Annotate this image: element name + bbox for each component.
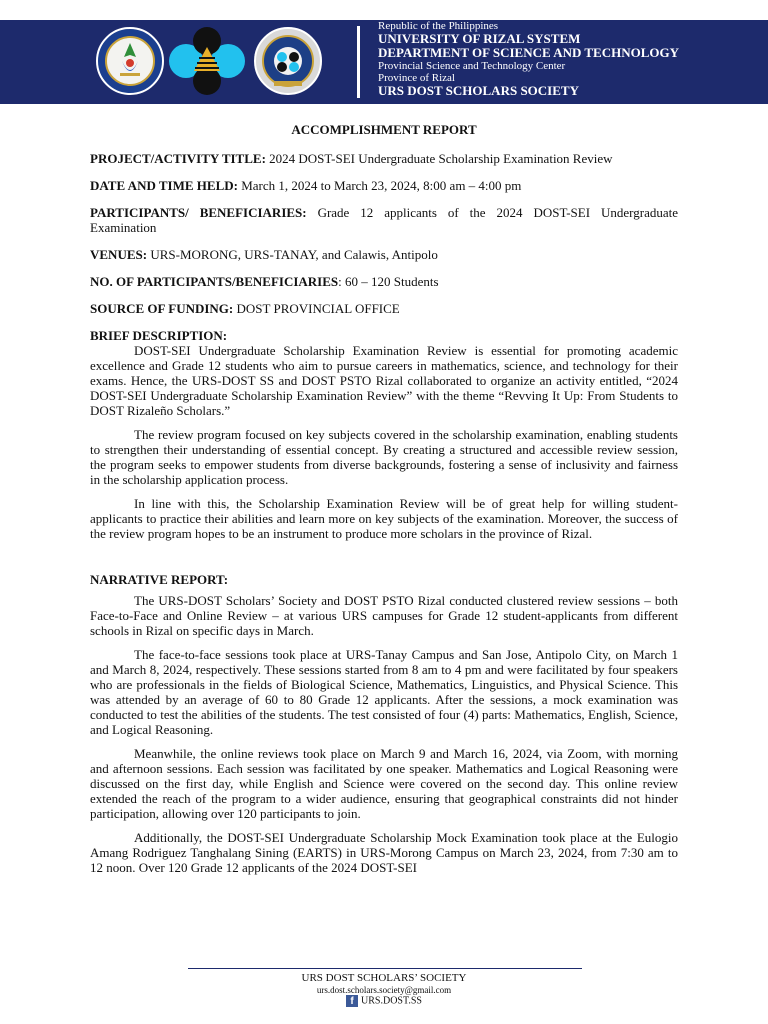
field-label: SOURCE OF FUNDING: <box>90 301 234 316</box>
header-department: DEPARTMENT OF SCIENCE AND TECHNOLOGY <box>378 45 679 60</box>
field-participant-count <box>90 274 678 289</box>
scholars-society-seal-icon <box>254 27 322 95</box>
field-value: 2024 DOST-SEI Undergraduate Scholarship Examination Review <box>265 151 613 166</box>
header-divider <box>357 26 360 98</box>
section-spacer <box>90 550 678 572</box>
narrative-paragraph: The URS-DOST Scholars’ Society and DOST PSTO Rizal conducted clustered review sessions – both Face-to-Face and Online Review – at various URS campuses for Grade 12 student-applicants from different schools in Rizal on specific days in March. <box>90 593 678 638</box>
brief-paragraph: In line with this, the Scholarship Examination Review will be of great help for willing student-applicants to practice their abilities and learn more on key subjects of the examination. Moreover, the success of the review program hopes to be an instrument to produce more scholars in the province of Rizal. <box>90 496 678 541</box>
narrative-paragraph: The face-to-face sessions took place at URS-Tanay Campus and San Jose, Antipolo City, on March 1 and March 8, 2024, respectively. These sessions started from 8 am to 4 pm and were facilitated by four speakers who are professionals in the fields of Biological Science, Mathematics, Linguistics, and Physical Science. This was attended by an average of 60 to 80 Grade 12 applicants. After the sessions, a mock examination was conducted to test the abilities of the students. The test consisted of four (4) parts: Mathematics, English, Science, and Logical Reasoning. <box>90 647 678 737</box>
footer-divider <box>188 968 582 969</box>
field-project-title <box>90 151 678 166</box>
dost-logo-icon <box>166 27 248 95</box>
brief-paragraph: DOST-SEI Undergraduate Scholarship Examination Review is essential for promoting academic excellence and Grade 12 students who aim to pursue careers in mathematics, science, and technology for their exams. Hence, the URS-DOST SS and DOST PSTO Rizal collaborated to organize an activity entitled, “2024 DOST-SEI Undergraduate Scholarship Examination Review” with the theme “Revving It Up: From Students to DOST Rizaleño Scholars.” <box>90 343 678 418</box>
report-body <box>90 122 678 884</box>
field-value: March 1, 2024 to March 23, 2024, 8:00 am – 4:00 pm <box>237 178 522 193</box>
header-country: Republic of the Philippines <box>378 20 499 32</box>
facebook-handle: URS.DOST.SS <box>361 995 422 1007</box>
narrative-paragraph: Additionally, the DOST-SEI Undergraduate Scholarship Mock Examination took place at the Eulogio Amang Rodriguez Tanghalang Sining (EARTS) in URS-Morong Campus on March 23, 2024, from 7:30 am to 12 noon. Over 120 Grade 12 applicants of the 2024 DOST-SEI <box>90 830 678 875</box>
field-value: URS-MORONG, URS-TANAY, and Calawis, Antipolo <box>147 247 438 262</box>
footer-email[interactable]: urs.dost.scholars.society@gmail.com <box>316 985 452 995</box>
field-date-time <box>90 178 678 193</box>
footer-facebook-link[interactable] <box>0 995 768 1007</box>
field-label: VENUES: <box>90 247 148 262</box>
field-funding <box>90 301 678 316</box>
field-value: Grade 12 applicants of the 2024 DOST-SEI Undergraduate Examination <box>90 205 678 235</box>
facebook-icon: f <box>346 995 358 1007</box>
header-province: Province of Rizal <box>378 72 455 84</box>
header-banner <box>0 20 768 104</box>
field-label: DATE AND TIME HELD: <box>90 178 238 193</box>
field-venues <box>90 247 678 262</box>
field-participants <box>90 205 678 235</box>
field-value: : 60 – 120 Students <box>338 274 439 289</box>
field-value: DOST PROVINCIAL OFFICE <box>233 301 400 316</box>
header-text-block <box>378 20 679 98</box>
urs-seal-icon <box>96 27 164 95</box>
brief-paragraph: The review program focused on key subjects covered in the scholarship examination, enabling students to strengthen their understanding of essential concept. By creating a structured and accessible review session, the program seeks to empower students from diverse backgrounds, fostering a sense of inclusivity and fairness in the scholarship application process. <box>90 427 678 487</box>
field-label: NO. OF PARTICIPANTS/BENEFICIARIES <box>90 274 339 289</box>
narrative-paragraph: Meanwhile, the online reviews took place on March 9 and March 16, 2024, via Zoom, with morning and afternoon sessions. Each session was facilitated by one speaker. Mathematics and Logical Reasoning were discussed on the first day, while English and Science were covered on the second day. This online review extended the reach of the program to a wider audience, ensuring that geographical constraints did not hinder participation, allowing over 120 participants to join. <box>90 746 678 821</box>
field-label: PROJECT/ACTIVITY TITLE: <box>90 151 266 166</box>
narrative-report-heading: NARRATIVE REPORT: <box>90 572 229 587</box>
brief-description-heading: BRIEF DESCRIPTION: <box>90 328 228 343</box>
report-title: ACCOMPLISHMENT REPORT <box>291 122 477 137</box>
field-label: PARTICIPANTS/ BENEFICIARIES: <box>90 205 307 220</box>
header-center: Provincial Science and Technology Center <box>378 60 566 72</box>
header-university: UNIVERSITY OF RIZAL SYSTEM <box>378 31 581 46</box>
header-society: URS DOST SCHOLARS SOCIETY <box>378 83 579 98</box>
footer-org-name: URS DOST SCHOLARS’ SOCIETY <box>301 972 467 984</box>
